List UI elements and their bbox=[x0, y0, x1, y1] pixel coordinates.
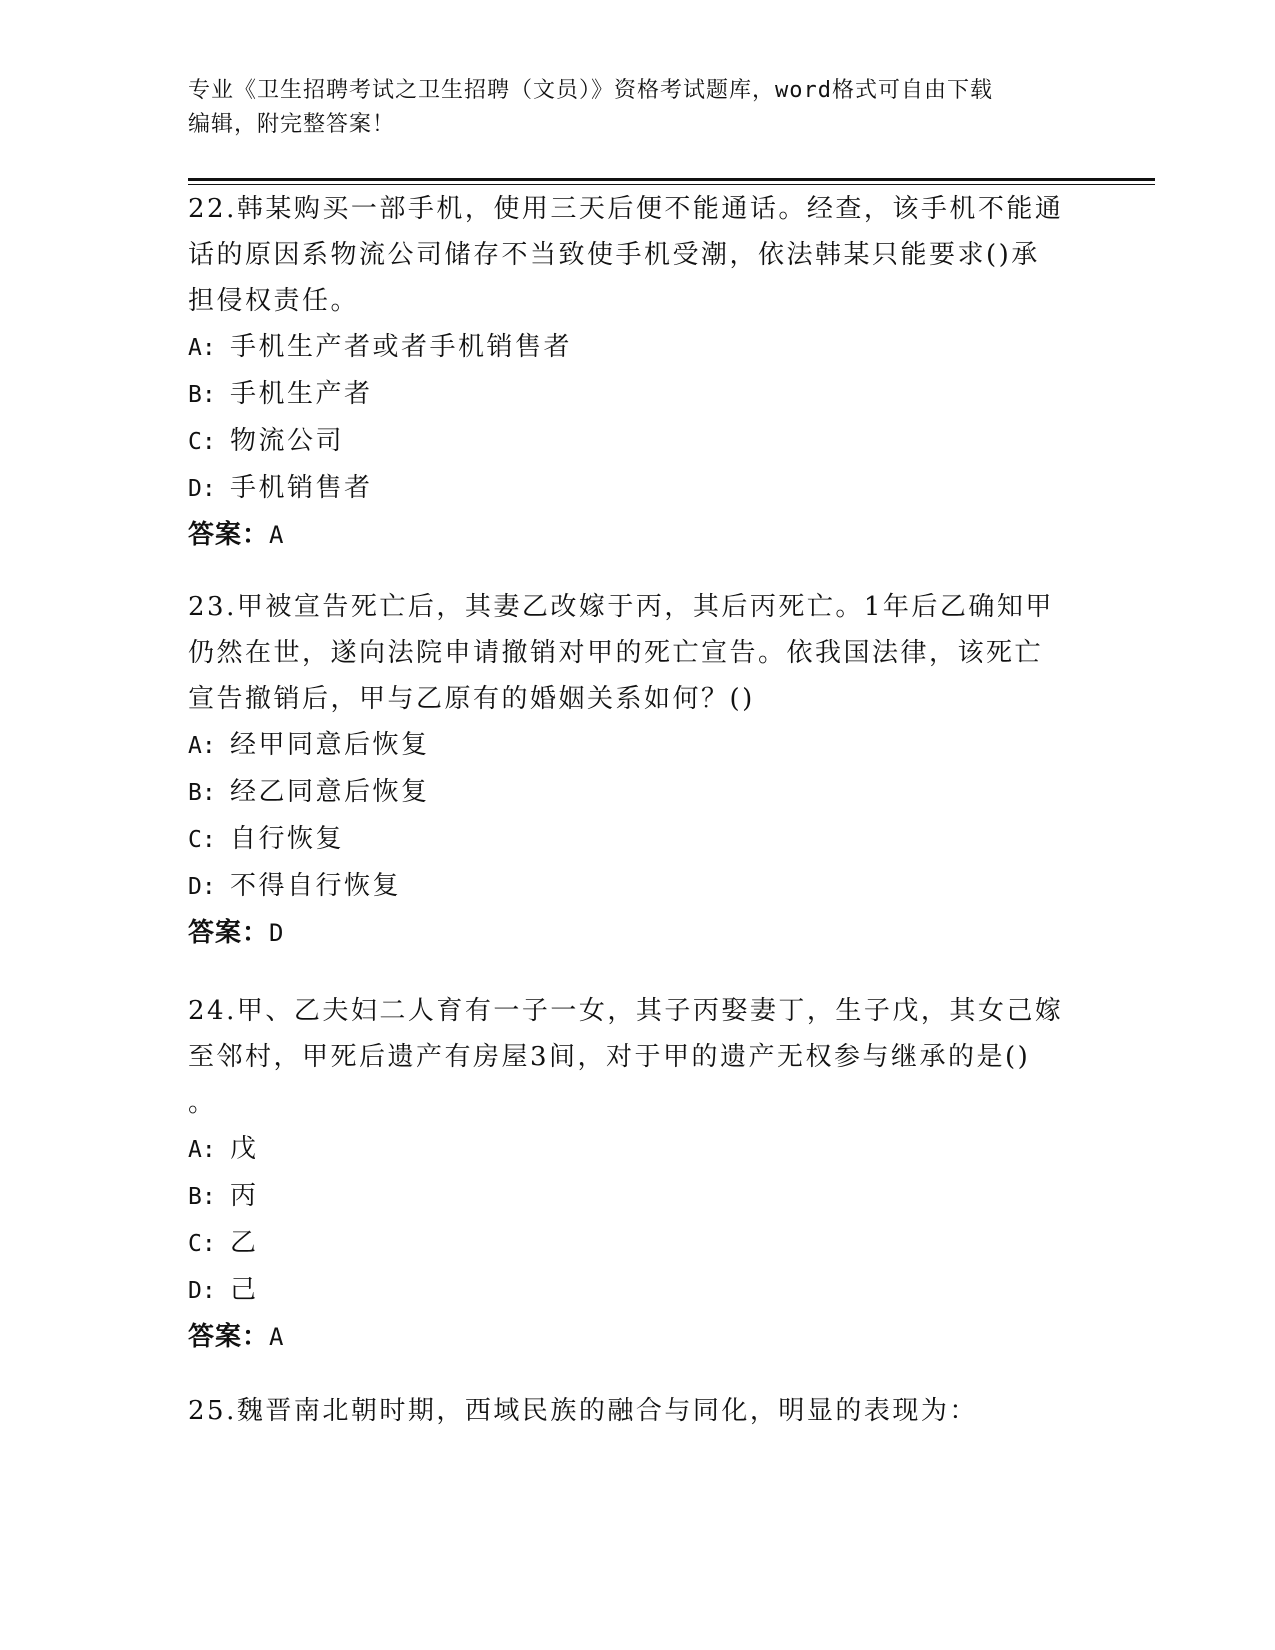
answer-line bbox=[188, 512, 1078, 558]
option-letter: C: bbox=[188, 429, 216, 455]
option-b bbox=[188, 1173, 1078, 1220]
option-letter: C: bbox=[188, 827, 216, 853]
option-text: 自行恢复 bbox=[230, 824, 345, 854]
answer-label: 答案： bbox=[188, 918, 270, 948]
option-a bbox=[188, 1126, 1078, 1173]
option-letter: D: bbox=[188, 1278, 216, 1304]
answer-label: 答案： bbox=[188, 1322, 270, 1352]
header-line-1: 专业《卫生招聘考试之卫生招聘（文员）》资格考试题库，word格式可自由下载 bbox=[188, 78, 993, 103]
option-b bbox=[188, 371, 1078, 418]
option-text: 乙 bbox=[230, 1228, 259, 1258]
question-stem-line: 仍然在世，遂向法院申请撤销对甲的死亡宣告。依我国法律，该死亡 bbox=[188, 638, 1044, 668]
answer-line bbox=[188, 910, 1078, 956]
option-text: 物流公司 bbox=[230, 426, 345, 456]
option-text: 不得自行恢复 bbox=[230, 871, 402, 901]
option-letter: B: bbox=[188, 1184, 216, 1210]
header-divider-thick bbox=[188, 178, 1155, 181]
option-b bbox=[188, 769, 1078, 816]
header-line-2: 编辑，附完整答案！ bbox=[188, 112, 396, 137]
option-text: 手机生产者 bbox=[230, 379, 373, 409]
question-24 bbox=[188, 988, 1078, 1360]
option-d bbox=[188, 863, 1078, 910]
option-a bbox=[188, 722, 1078, 769]
option-text: 丙 bbox=[230, 1181, 259, 1211]
option-text: 戊 bbox=[230, 1134, 259, 1164]
question-stem-line: 22.韩某购买一部手机，使用三天后便不能通话。经查，该手机不能通 bbox=[188, 194, 1064, 224]
question-stem-line: 。 bbox=[188, 1088, 217, 1118]
option-letter: A: bbox=[188, 335, 216, 361]
question-22 bbox=[188, 186, 1078, 558]
option-letter: D: bbox=[188, 874, 216, 900]
option-c bbox=[188, 418, 1078, 465]
option-letter: A: bbox=[188, 1137, 216, 1163]
question-stem-line: 24.甲、乙夫妇二人育有一子一女，其子丙娶妻丁，生子戊，其女己嫁 bbox=[188, 996, 1064, 1026]
option-text: 经乙同意后恢复 bbox=[230, 777, 430, 807]
option-letter: D: bbox=[188, 476, 216, 502]
question-stem-line: 话的原因系物流公司储存不当致使手机受潮，依法韩某只能要求()承 bbox=[188, 240, 1040, 270]
answer-value: A bbox=[269, 1323, 285, 1351]
option-letter: B: bbox=[188, 382, 216, 408]
option-c bbox=[188, 1220, 1078, 1267]
option-text: 经甲同意后恢复 bbox=[230, 730, 430, 760]
question-stem-line: 至邻村，甲死后遗产有房屋3间，对于甲的遗产无权参与继承的是() bbox=[188, 1042, 1031, 1072]
option-c bbox=[188, 816, 1078, 863]
answer-value: A bbox=[269, 521, 285, 549]
option-a bbox=[188, 324, 1078, 371]
option-d bbox=[188, 465, 1078, 512]
answer-value: D bbox=[269, 919, 285, 947]
question-25 bbox=[188, 1388, 1078, 1434]
question-23 bbox=[188, 584, 1078, 956]
option-d bbox=[188, 1267, 1078, 1314]
header-divider-thin bbox=[188, 184, 1155, 185]
answer-label: 答案： bbox=[188, 520, 270, 550]
option-text: 手机生产者或者手机销售者 bbox=[230, 332, 573, 362]
question-stem-line: 宣告撤销后，甲与乙原有的婚姻关系如何？() bbox=[188, 684, 755, 714]
option-letter: A: bbox=[188, 733, 216, 759]
question-stem-line: 23.甲被宣告死亡后，其妻乙改嫁于丙，其后丙死亡。1年后乙确知甲 bbox=[188, 592, 1054, 622]
question-stem-line: 担侵权责任。 bbox=[188, 286, 360, 316]
option-letter: B: bbox=[188, 780, 216, 806]
option-text: 己 bbox=[230, 1275, 259, 1305]
option-text: 手机销售者 bbox=[230, 473, 373, 503]
answer-line bbox=[188, 1314, 1078, 1360]
option-letter: C: bbox=[188, 1231, 216, 1257]
question-stem-line: 25.魏晋南北朝时期，西域民族的融合与同化，明显的表现为： bbox=[188, 1396, 978, 1426]
document-header bbox=[188, 74, 1068, 142]
